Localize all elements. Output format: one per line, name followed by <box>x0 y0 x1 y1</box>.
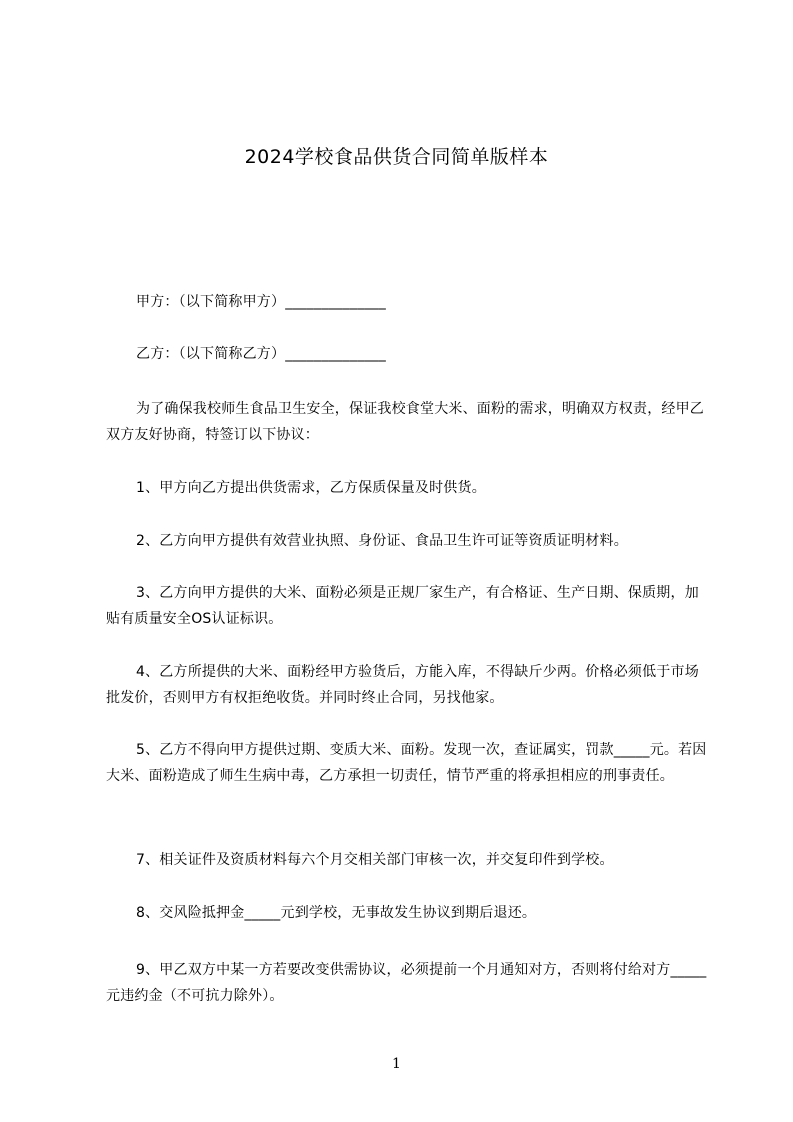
clause-4 <box>106 659 712 711</box>
clause-1 <box>106 475 712 501</box>
page-number: 1 <box>392 1056 401 1072</box>
clause-text: 1、甲方向乙方提出供货需求，乙方保质保量及时供货。 <box>136 480 486 496</box>
party-a-text: 甲方：（以下简称甲方）______________ <box>136 294 386 310</box>
party-b-line <box>106 341 712 367</box>
clause-text: 5、乙方不得向甲方提供过期、变质大米、面粉。发现一次，查证属实，罚款_____元。若因大米、面粉造成了师生生病中毒，乙方承担一切责任，情节严重的将承担相应的刑事责任。 <box>106 742 707 784</box>
clause-text: 9、甲乙双方中某一方若要改变供需协议，必须提前一个月通知对方，否则将付给对方_____元违约金（不可抗力除外）。 <box>106 962 707 1004</box>
clause-text: 8、交风险抵押金_____元到学校，无事故发生协议到期后退还。 <box>136 905 537 921</box>
intro-paragraph <box>106 396 712 448</box>
party-b-text: 乙方：（以下简称乙方）______________ <box>136 346 386 362</box>
clause-5 <box>106 737 712 789</box>
clause-2 <box>106 528 712 554</box>
clause-7 <box>106 847 712 873</box>
intro-text: 为了确保我校师生食品卫生安全，保证我校食堂大米、面粉的需求，明确双方权责，经甲乙双方友好协商，特签订以下协议： <box>106 401 704 443</box>
clause-text: 7、相关证件及资质材料每六个月交相关部门审核一次，并交复印件到学校。 <box>136 852 614 868</box>
clause-8 <box>106 900 712 926</box>
document-title: 2024学校食品供货合同简单版样本 <box>244 146 549 168</box>
clause-9 <box>106 957 712 1009</box>
clause-text: 3、乙方向甲方提供的大米、面粉必须是正规厂家生产，有合格证、生产日期、保质期，加贴有质量安全OS认证标识。 <box>106 585 699 627</box>
clause-text: 2、乙方向甲方提供有效营业执照、身份证、食品卫生许可证等资质证明材料。 <box>136 533 628 549</box>
party-a-line <box>106 289 712 315</box>
clause-3 <box>106 580 712 632</box>
clause-text: 4、乙方所提供的大米、面粉经甲方验货后，方能入库，不得缺斤少两。价格必须低于市场批发价，否则甲方有权拒绝收货。并同时终止合同，另找他家。 <box>106 664 699 706</box>
